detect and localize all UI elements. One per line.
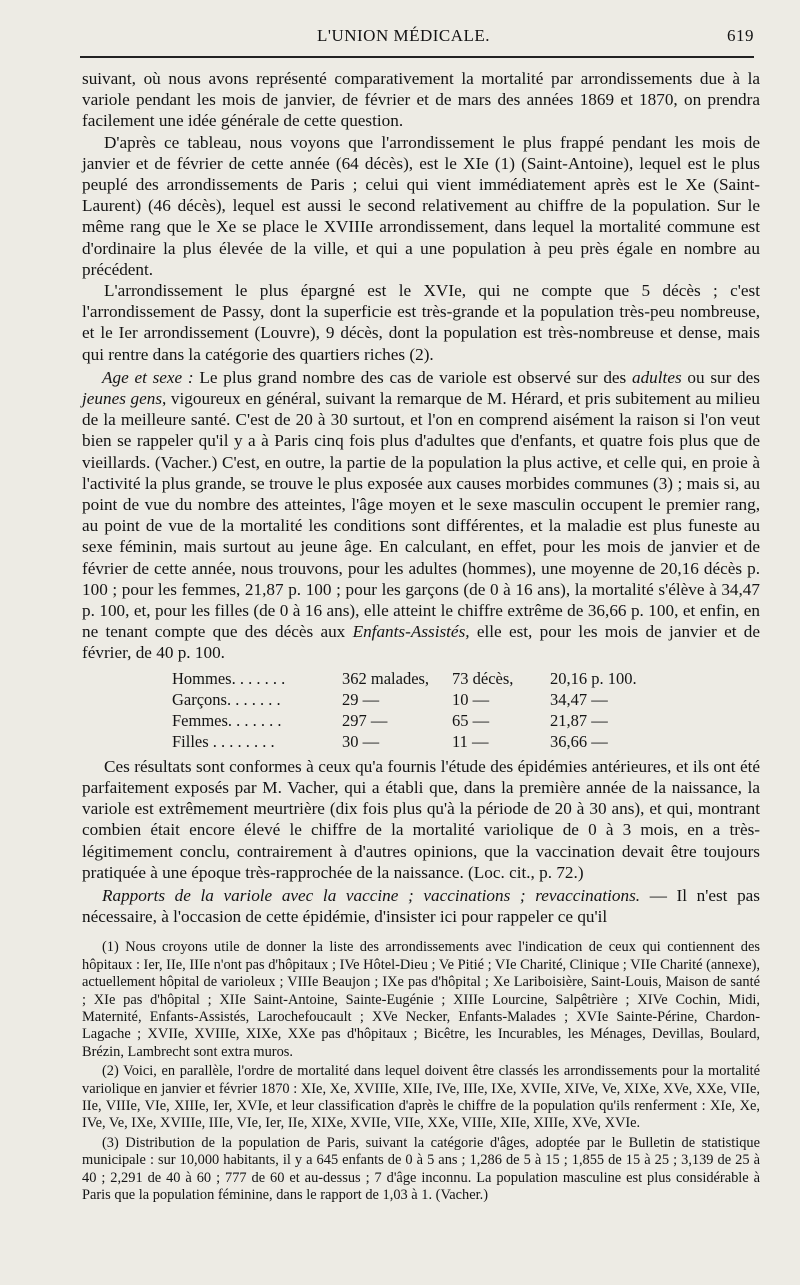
footnote: (2) Voici, en parallèle, l'ordre de mortalité dans lequel doivent être classés les arrondissements pour la mortalité variolique en janvier et février 1870 : XIe, Xe, XVIIIe, XIIe, IVe, IIIe, IXe, XVIIe, XIVe, Ve, XIXe, XVe, XXe, VIIe, IIe, VIIIe, VIe, XIIIe, Ier, XVIe, et leur classification d'après le chiffre de la population qu'ils renferment : XIe, Xe, IVe, Ve, IXe, XVIIIe, IIIe, VIe, Ier, IIe, XIXe, XVIIe, VIIe, XXe, VIIIe, XIIe, XIIIe, XVe, XVIe. bbox=[82, 1063, 760, 1132]
footnotes bbox=[82, 939, 760, 1204]
footnote: (3) Distribution de la population de Paris, suivant la catégorie d'âges, adoptée par le Bulletin de statistique municipale : sur 10,000 habitants, il y a 645 enfants de 0 à 5 ans ; 1,286 de 5 à 15 ; 1,855 de 15 à 25 ; 3,139 de 25 à 40 ; 2,291 de 40 à 60 ; 777 de 60 et au-dessus ; 7 d'âge inconnu. La population masculine est plus considérable à Paris que la population féminine, dans le rapport de 1,03 à 1. (Vacher.) bbox=[82, 1134, 760, 1203]
table-row: Garçons. . . . . . . 29 — 10 — 34,47 — bbox=[172, 689, 608, 709]
footnote: (1) Nous croyons utile de donner la liste des arrondissements avec l'indication de ceux qui contiennent des hôpitaux : Ier, IIe, IIIe n'ont pas d'hôpitaux ; IVe Hôtel-Dieu ; Ve Pitié ; VIe Charité, Clinique ; VIIe Charité (annexe), actuellement hôpital de varioleux ; VIIIe Beaujon ; IXe pas d'hôpital ; Xe Lariboisière, Saint-Louis, Maison de santé ; XIe pas d'hôpital ; XIIe Saint-Antoine, Sainte-Eugénie ; XIIIe Lourcine, Salpêtrière ; XIVe Cochin, Midi, Maternité, Enfants-Assistés, Larochefoucault ; XVe Necker, Enfants-Malades ; XVIe Sainte-Périne, Chardon-Lagache ; XVIIe, XVIIIe, XIXe, XXe pas d'hôpitaux ; Bicêtre, les Incurables, les Ménages, Devillas, Boulard, Brézin, Lambrecht sont extra muros. bbox=[82, 939, 760, 1060]
header-rule bbox=[80, 56, 754, 58]
running-header bbox=[82, 26, 760, 46]
section-heading: Age et sexe : bbox=[102, 367, 194, 387]
article-body bbox=[82, 68, 760, 927]
page-number: 619 bbox=[727, 26, 754, 45]
section-heading: Rapports de la variole avec la vaccine ; vaccinations ; revaccinations. bbox=[102, 885, 641, 905]
mortality-table bbox=[172, 668, 760, 752]
paragraph: D'après ce tableau, nous voyons que l'arrondissement le plus frappé pendant les mois de janvier et de février de cette année (64 décès), est le XIe (1) (Saint-Antoine), lequel est le plus peuplé des arrondissements de Paris ; celui qui vient immédiatement après est le Xe (Saint-Laurent) (46 décès), lequel est aussi le second relativement au chiffre de la population. Sur le même rang que le Xe se place le XVIIIe arrondissement, dans lequel la mortalité commune est d'ordinaire la plus élevée de la ville, et qui a une population à peu près égale en nombre au précédent. bbox=[82, 132, 760, 279]
paragraph: L'arrondissement le plus épargné est le XVIe, qui ne compte que 5 décès ; c'est l'arrondissement de Passy, dont la superficie est très-grande et la population très-peu nombreuse, et le Ier arrondissement (Louvre), 9 décès, dont la population est très-nombreuse et dense, mais qui rentre dans la catégorie des quartiers riches (2). bbox=[82, 281, 760, 364]
table-row: Hommes. . . . . . . 362 malades, 73 décès, 20,16 p. 100. bbox=[172, 668, 637, 688]
table-row: Femmes. . . . . . . 297 — 65 — 21,87 — bbox=[172, 710, 608, 730]
journal-title: L'UNION MÉDICALE. bbox=[317, 26, 491, 45]
paragraph: suivant, où nous avons représenté comparativement la mortalité par arrondissements due à la variole pendant les mois de janvier, de février et de mars des années 1869 et 1870, on prendra facilement une idée générale de cette question. bbox=[82, 69, 760, 131]
age-sexe-paragraph: Age et sexe : Le plus grand nombre des cas de variole est observé sur des adultes ou sur des jeunes gens, vigoureux en général, suivant la remarque de M. Hérard, et pris subitement au milieu de la meilleure santé. C'est de 20 à 30 surtout, et l'on en comprend aisément la raison si l'on veut bien se rappeler qu'il y a à Paris cinq fois plus d'adultes que d'enfants, et quatre fois plus que de vieillards. (Vacher.) C'est, en outre, la partie de la population la plus active, et celle qui, en proie à l'activité la plus grande, se trouve le plus exposée aux causes morbides communes (3) ; mais si, au point de vue du nombre des atteintes, l'âge moyen et le sexe masculin occupent le premier rang, au point de vue de la mortalité les conditions sont différentes, et la maladie est plus funeste au sexe féminin, mais surtout au jeune âge. En calculant, en effet, pour les mois de janvier et de février de cette année, nous trouvons, pour les adultes (hommes), une moyenne de 20,16 décès p. 100 ; pour les femmes, 21,87 p. 100 ; pour les garçons (de 0 à 16 ans), la mortalité s'élève à 34,47 p. 100, et, pour les filles (de 0 à 16 ans), elle atteint le chiffre extrême de 36,66 p. 100, et enfin, en ne tenant compte que des décès aux Enfants-Assistés, elle est, pour les mois de janvier et de février, de 40 p. 100. bbox=[82, 367, 760, 663]
rapports-paragraph: Rapports de la variole avec la vaccine ; vaccinations ; revaccinations. — Il n'est pas nécessaire, à l'occasion de cette épidémie, d'insister ici pour rappeler ce qu'il bbox=[82, 885, 760, 927]
paragraph: Ces résultats sont conformes à ceux qu'a fournis l'étude des épidémies antérieures, et ils ont été parfaitement exposés par M. Vacher, qui a établi que, dans la première année de la naissance, la variole est extrêmement meurtrière (dix fois plus qu'à la période de 20 à 30 ans), et qui, montrant combien était encore élevé le chiffre de la mortalité variolique de 0 à 3 mois, en a très-légitimement conclu, contrairement à d'autres opinions, que la vaccination devait être toujours pratiquée à une époque très-rapprochée de la naissance. (Loc. cit., p. 72.) bbox=[82, 756, 760, 882]
table-row: Filles . . . . . . . . 30 — 11 — 36,66 — bbox=[172, 731, 608, 751]
